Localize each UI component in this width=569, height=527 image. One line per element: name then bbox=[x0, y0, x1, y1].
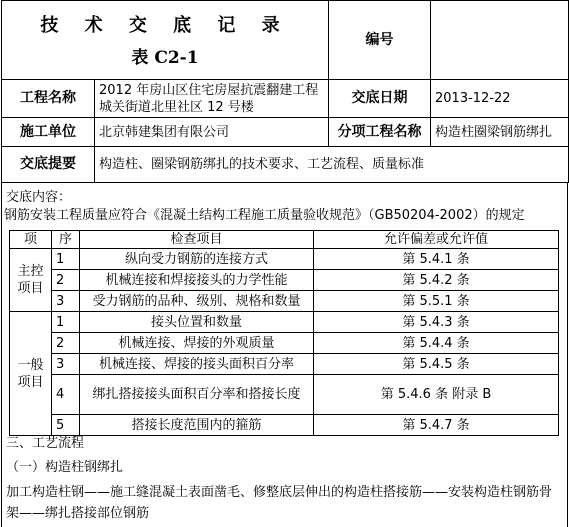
general-text: 一般项目 bbox=[17, 357, 44, 390]
table-row-item: 机械连接和焊接接头的力学性能 bbox=[80, 270, 314, 291]
table-row-standard: 第 5.4.6 条 附录 B bbox=[314, 375, 559, 415]
header-table bbox=[1, 0, 569, 183]
table-row-item: 接头位置和数量 bbox=[80, 312, 314, 333]
table-row-item: 纵向受力钢筋的连接方式 bbox=[80, 249, 314, 270]
col-header-standard: 允许偏差或允许值 bbox=[314, 231, 559, 249]
table-row-item: 机械连接、焊接的接头面积百分率 bbox=[80, 354, 314, 375]
table-row-standard: 第 5.4.2 条 bbox=[314, 270, 559, 291]
table-row-standard: 第 5.4.5 条 bbox=[314, 354, 559, 375]
col-header-item: 检查项目 bbox=[80, 231, 314, 249]
table-row-seq: 1 bbox=[52, 249, 80, 270]
unit-label: 施工单位 bbox=[2, 118, 95, 147]
main-control-label bbox=[10, 249, 52, 312]
table-row-standard: 第 5.4.4 条 bbox=[314, 333, 559, 354]
main-control-text: 主控项目 bbox=[17, 264, 44, 296]
table-row-seq: 2 bbox=[52, 333, 80, 354]
table-row-standard: 第 5.4.3 条 bbox=[314, 312, 559, 333]
summary-value: 构造柱、圈梁钢筋绑扎的技术要求、工艺流程、质量标准 bbox=[95, 147, 569, 183]
process-sub-heading: （一）构造柱钢绑扎 bbox=[6, 460, 124, 475]
general-label bbox=[10, 312, 52, 436]
process-steps: 加工构造柱钢——施工缝混凝土表面凿毛、修整底层伸出的构造柱搭接筋——安装构造柱钢筋骨架——绑扎搭接部位钢筋 bbox=[6, 485, 553, 521]
col-header-category: 项 bbox=[10, 231, 52, 249]
date-label: 交底日期 bbox=[329, 80, 431, 118]
table-row-standard: 第 5.5.1 条 bbox=[314, 291, 559, 312]
table-row-seq: 2 bbox=[52, 270, 80, 291]
content-heading: 交底内容： bbox=[6, 190, 72, 205]
table-row-standard: 第 5.4.1 条 bbox=[314, 249, 559, 270]
number-label: 编号 bbox=[329, 1, 431, 80]
document-title: 技 术 交 底 记 录 bbox=[40, 15, 290, 36]
col-header-seq: 序 bbox=[52, 231, 80, 249]
form-number: 表 C2-1 bbox=[131, 48, 199, 68]
title-cell bbox=[2, 1, 329, 80]
sub-project-value: 构造柱圈梁钢筋绑扎 bbox=[431, 118, 569, 147]
process-heading: 三、工艺流程 bbox=[6, 436, 85, 451]
table-row-item: 机械连接、焊接的外观质量 bbox=[80, 333, 314, 354]
table-row-seq: 3 bbox=[52, 291, 80, 312]
project-name-value: 2012 年房山区住宅房屋抗震翻建工程城关街道北里社区 12 号楼 bbox=[95, 80, 329, 118]
table-row-item: 受力钢筋的品种、级别、规格和数量 bbox=[80, 291, 314, 312]
date-value: 2013-12-22 bbox=[431, 80, 569, 118]
unit-value: 北京韩建集团有限公司 bbox=[95, 118, 329, 147]
table-row-item: 搭接长度范围内的箍筋 bbox=[80, 415, 314, 436]
number-value bbox=[431, 1, 569, 80]
table-row-standard: 第 5.4.7 条 bbox=[314, 415, 559, 436]
project-name-label: 工程名称 bbox=[2, 80, 95, 118]
table-row-seq: 4 bbox=[52, 375, 80, 415]
table-row-seq: 5 bbox=[52, 415, 80, 436]
table-row-seq: 1 bbox=[52, 312, 80, 333]
table-row-item: 绑扎搭接接头面积百分率和搭接长度 bbox=[80, 375, 314, 415]
table-row-seq: 3 bbox=[52, 354, 80, 375]
inspection-table bbox=[9, 230, 559, 436]
standard-text: 钢筋安装工程质量应符合《混凝土结构工程施工质量验收规范》（GB50204-2002）的规定 bbox=[4, 208, 525, 223]
sub-project-label: 分项工程名称 bbox=[329, 118, 431, 147]
summary-label: 交底提要 bbox=[2, 147, 95, 183]
